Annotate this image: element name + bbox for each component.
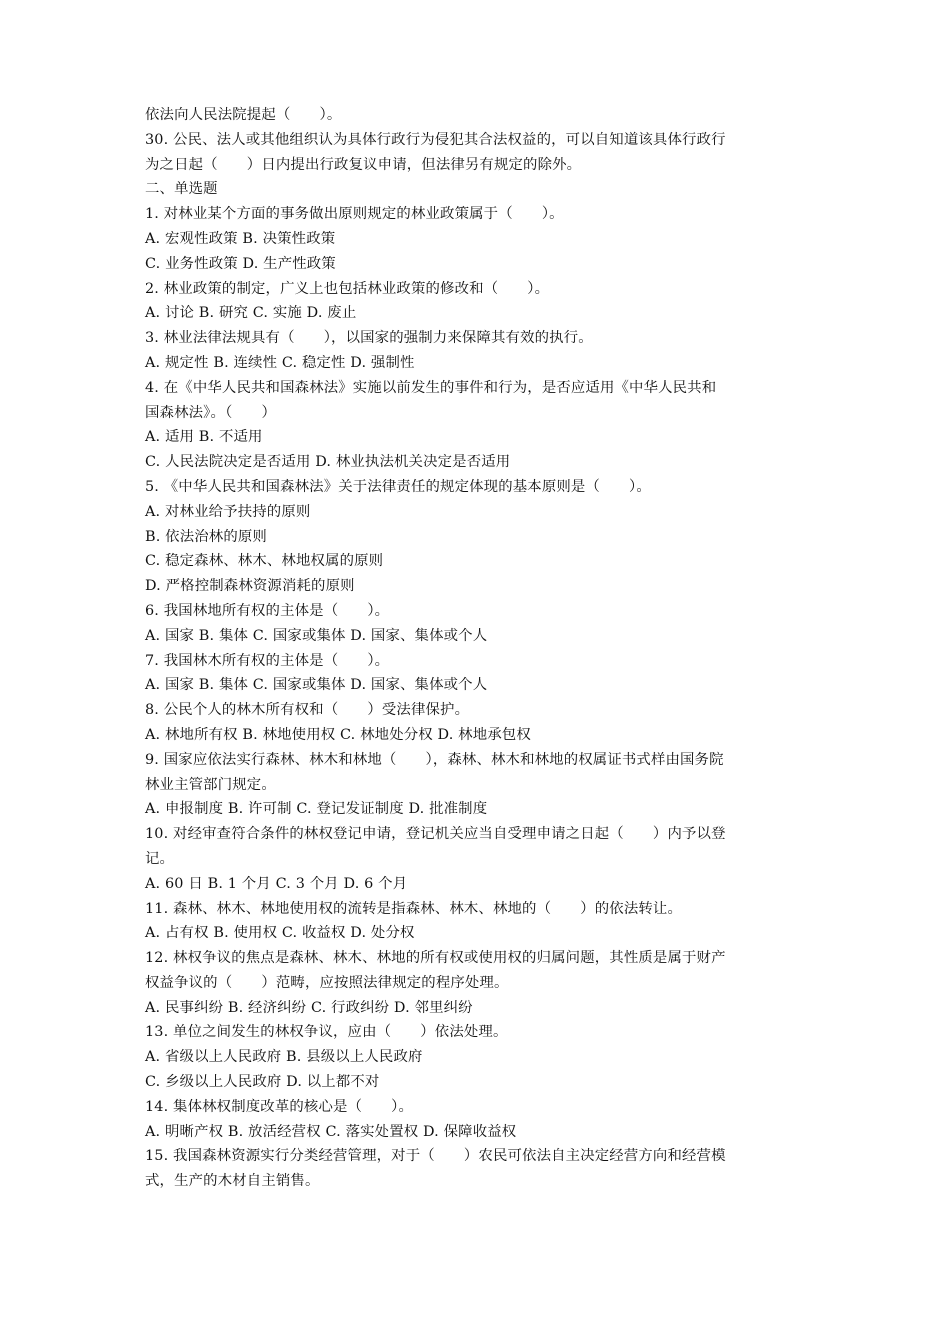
options-line: A. 申报制度 B. 许可制 C. 登记发证制度 D. 批准制度: [145, 801, 488, 818]
text-line: 为之日起（ ）日内提出行政复议申请，但法律另有规定的除外。: [145, 156, 582, 173]
options-line: C. 乡级以上人民政府 D. 以上都不对: [145, 1074, 380, 1091]
options-line: A. 60 日 B. 1 个月 C. 3 个月 D. 6 个月: [145, 875, 408, 892]
question-12: 12. 林权争议的焦点是森林、林木、林地的所有权或使用权的归属问题，其性质是属于财产: [145, 950, 726, 967]
question-15: 15. 我国森林资源实行分类经营管理，对于（ ）农民可依法自主决定经营方向和经营模: [145, 1148, 726, 1165]
text-line: 式，生产的木材自主销售。: [145, 1173, 320, 1190]
question-14: 14. 集体林权制度改革的核心是（ ）。: [145, 1098, 414, 1115]
options-line: A. 规定性 B. 连续性 C. 稳定性 D. 强制性: [145, 354, 415, 371]
question-30: 30. 公民、法人或其他组织认为具体行政行为侵犯其合法权益的，可以自知道该具体行政行: [145, 131, 726, 148]
text-line: 权益争议的（ ）范畴，应按照法律规定的程序处理。: [145, 974, 509, 991]
options-line: C. 稳定森林、林木、林地权属的原则: [145, 553, 384, 570]
question-8: 8. 公民个人的林木所有权和（ ）受法律保护。: [145, 702, 470, 719]
options-line: D. 严格控制森林资源消耗的原则: [145, 578, 355, 595]
question-1: 1. 对林业某个方面的事务做出原则规定的林业政策属于（ ）。: [145, 206, 564, 223]
options-line: A. 宏观性政策 B. 决策性政策: [145, 230, 336, 247]
options-line: A. 适用 B. 不适用: [145, 429, 263, 446]
question-3: 3. 林业法律法规具有（ ），以国家的强制力来保障其有效的执行。: [145, 330, 593, 347]
options-line: A. 占有权 B. 使用权 C. 收益权 D. 处分权: [145, 925, 415, 942]
question-10: 10. 对经审查符合条件的林权登记申请，登记机关应当自受理申请之日起（ ）内予以登: [145, 826, 726, 843]
question-6: 6. 我国林地所有权的主体是（ ）。: [145, 602, 390, 619]
options-line: A. 对林业给予扶持的原则: [145, 503, 311, 520]
section-heading: 二、单选题: [145, 181, 218, 198]
document-page: [145, 103, 815, 1194]
options-line: A. 林地所有权 B. 林地使用权 C. 林地处分权 D. 林地承包权: [145, 726, 531, 743]
options-line: A. 国家 B. 集体 C. 国家或集体 D. 国家、集体或个人: [145, 677, 488, 694]
text-line: 记。: [145, 850, 175, 867]
question-7: 7. 我国林木所有权的主体是（ ）。: [145, 652, 390, 669]
question-2: 2. 林业政策的制定，广义上也包括林业政策的修改和（ ）。: [145, 280, 550, 297]
question-9: 9. 国家应依法实行森林、林木和林地（ ），森林、林木和林地的权属证书式样由国务院: [145, 751, 724, 768]
question-5: 5. 《中华人民共和国森林法》关于法律责任的规定体现的基本原则是（ ）。: [145, 478, 651, 495]
options-line: B. 依法治林的原则: [145, 528, 267, 545]
question-13: 13. 单位之间发生的林权争议，应由（ ）依法处理。: [145, 1024, 508, 1041]
options-line: A. 省级以上人民政府 B. 县级以上人民政府: [145, 1049, 423, 1066]
options-line: A. 明晰产权 B. 放活经营权 C. 落实处置权 D. 保障收益权: [145, 1123, 517, 1140]
options-line: A. 讨论 B. 研究 C. 实施 D. 废止: [145, 305, 357, 322]
options-line: C. 业务性政策 D. 生产性政策: [145, 255, 336, 272]
text-line: 国森林法》。（ ）: [145, 404, 277, 421]
options-line: C. 人民法院决定是否适用 D. 林业执法机关决定是否适用: [145, 454, 511, 471]
options-line: A. 国家 B. 集体 C. 国家或集体 D. 国家、集体或个人: [145, 627, 488, 644]
options-line: A. 民事纠纷 B. 经济纠纷 C. 行政纠纷 D. 邻里纠纷: [145, 999, 473, 1016]
question-4: 4. 在《中华人民共和国森林法》实施以前发生的事件和行为，是否应适用《中华人民共和: [145, 379, 717, 396]
question-11: 11. 森林、林木、林地使用权的流转是指森林、林木、林地的（ ）的依法转让。: [145, 900, 682, 917]
text-line: 林业主管部门规定。: [145, 776, 276, 793]
text-line: 依法向人民法院提起（ ）。: [145, 107, 342, 123]
